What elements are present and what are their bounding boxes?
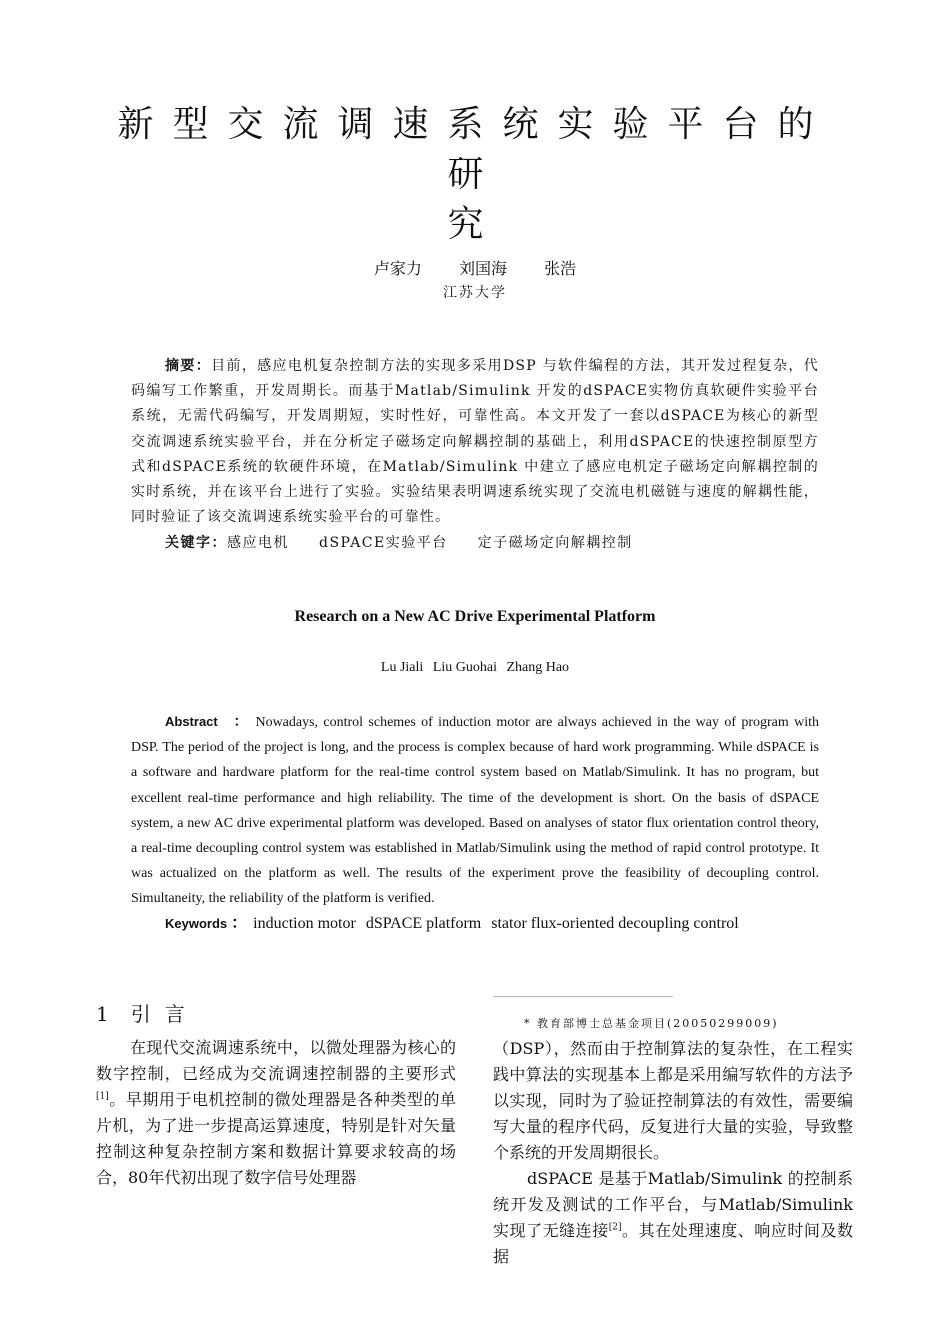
- keywords-chinese: [165, 532, 633, 552]
- footnote: * 教育部博士总基金项目(20050299009): [524, 1017, 779, 1030]
- abstract-chinese: [131, 354, 819, 530]
- body-column-right: [493, 1036, 853, 1270]
- body-paragraph: （DSP），然而由于控制算法的复杂性，在工程实践中算法的实现基本上都是采用编写软件的方法予以实现，同时为了验证控制算法的有效性，需要编写大量的程序代码，反复进行大量的实验，导致整个系统的开发周期很长。: [493, 1039, 853, 1162]
- paper-title-line1: 新型交流调速系统实验平台的研: [117, 104, 833, 195]
- keywords-en-label: Keywords: [165, 916, 228, 931]
- abstract-en-text: Nowadays, control schemes of induction motor are always achieved in the way of program with DSP. The period of the project is long, and the process is complex because of hard work programming. While dSPACE is a software and hardware platform for the real-time control system based on Matlab/Simulink. It has no program, but excellent real-time performance and high reliability. The time of the development is short. On the basis of dSPACE system, a new AC drive experimental platform was developed. Based on analyses of stator flux orientation control theory, a real-time decoupling control system was established in Matlab/Simulink using the method of rapid control prototype. It was actualized on the platform as well. The results of the experiment prove the feasibility of decoupling control. Simultaneity, the reliability of the platform is verified.: [131, 715, 819, 907]
- paper-title: [95, 100, 855, 250]
- english-author: Zhang Hao: [506, 660, 570, 675]
- section-number: 1: [96, 1002, 113, 1026]
- keyword-cn: 感应电机: [227, 535, 289, 551]
- keywords-cn-label: 关键字：: [165, 535, 227, 551]
- body-text: 。早期用于电机控制的微处理器是各种类型的单片机，为了进一步提高运算速度，特别是针对矢量控制这种复杂控制方案和数据计算要求较高的场合，80年代初出现了数字信号处理器: [96, 1090, 456, 1187]
- keyword-en: stator flux-oriented decoupling control: [491, 915, 739, 932]
- keywords-english: [165, 910, 745, 933]
- keywords-en-colon: ：: [231, 915, 248, 932]
- keyword-cn: 定子磁场定向解耦控制: [477, 535, 633, 551]
- author-name: 卢家力: [373, 259, 422, 278]
- keyword-cn: dSPACE实验平台: [319, 535, 448, 551]
- english-author: Liu Guohai: [432, 660, 497, 675]
- body-column-left: [96, 1035, 456, 1191]
- author-name: 张浩: [544, 259, 577, 278]
- citation-ref: [1]: [96, 1091, 109, 1102]
- body-text: 。其在处理速度、响应时间及数据: [493, 1221, 853, 1266]
- abstract-cn-text: 目前，感应电机复杂控制方法的实现多采用DSP 与软件编程的方法，其开发过程复杂，代码编写工作繁重，开发周期长。而基于Matlab/Simulink 开发的dSPACE实物仿真软硬件实验平台系统，无需代码编写，开发周期短，实时性好，可靠性高。本文开发了一套以dSPACE为核心的新型交流调速系统实验平台，并在分析定子磁场定向解耦控制的基础上，利用dSPACE的快速控制原型方式和dSPACE系统的软硬件环境，在Matlab/Simulink 中建立了感应电机定子磁场定向解耦控制的实时系统，并在该平台上进行了实验。实验结果表明调速系统实现了交流电机磁链与速度的解耦性能，同时验证了该交流调速系统实验平台的可靠性。: [131, 358, 819, 526]
- body-paragraph: [493, 1166, 853, 1270]
- english-author-list: [0, 660, 950, 676]
- author-list: [0, 256, 950, 279]
- abstract-cn-label: 摘要：: [165, 358, 212, 374]
- citation-ref: [2]: [608, 1222, 622, 1233]
- keyword-en: dSPACE platform: [365, 915, 482, 932]
- body-paragraph: [96, 1035, 456, 1191]
- english-author: Lu Jiali: [380, 660, 424, 675]
- affiliation: 江苏大学: [443, 285, 507, 301]
- english-title: Research on a New AC Drive Experimental Platform: [294, 608, 656, 625]
- paper-title-line2: 究: [447, 204, 503, 245]
- abstract-en-label: Abstract: [165, 714, 218, 729]
- section-title: 引言: [130, 1002, 199, 1026]
- footnote-divider: [493, 996, 673, 997]
- abstract-english: [131, 709, 819, 912]
- author-name: 刘国海: [458, 259, 507, 278]
- body-text: 在现代交流调速系统中，以微处理器为核心的数字控制，已经成为交流调速控制器的主要形式: [96, 1038, 456, 1083]
- body-text: dSPACE 是基于Matlab/Simulink 的控制系统开发及测试的工作平台，与Matlab/Simulink 实现了无缝连接: [493, 1169, 853, 1240]
- section-heading: [96, 998, 199, 1027]
- keyword-en: induction motor: [253, 915, 356, 932]
- abstract-en-colon: ：: [231, 713, 250, 729]
